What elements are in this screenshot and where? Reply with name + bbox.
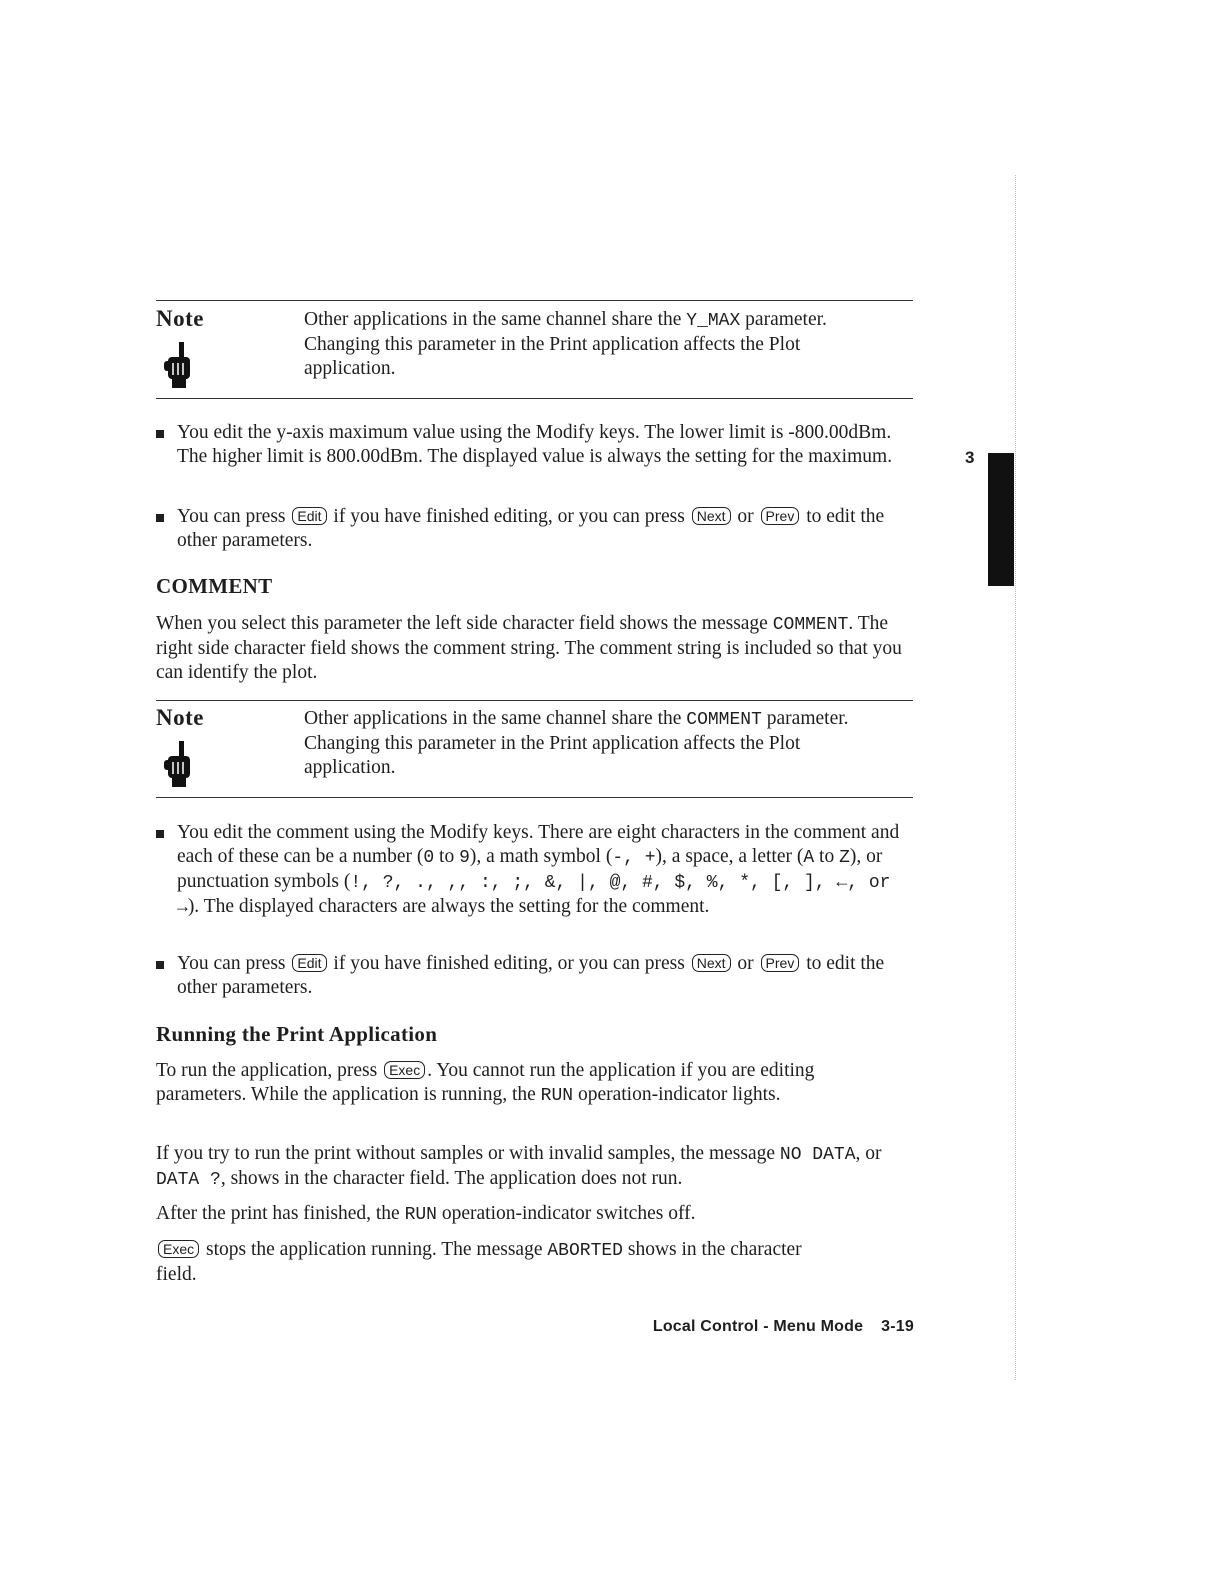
- pointing-hand-icon: [162, 342, 194, 390]
- running-paragraph-3: After the print has finished, the RUN operation-indicator switches off.: [156, 1203, 696, 1225]
- exec-key: Exec: [158, 1240, 199, 1258]
- bullet-square-icon: [156, 830, 164, 838]
- section-heading-comment: COMMENT: [156, 574, 273, 598]
- chapter-tab-marker: [988, 453, 1014, 586]
- next-key: Next: [692, 954, 731, 972]
- bullet-comment-characters: You edit the comment using the Modify keys. There are eight characters in the comment and each of these can be a number (0 to 9), a math symbol (-, +), a space, a letter (A to Z), or punctuation symbols (!, ?, ., ,, :, ;, &, |, @, #, $, %, *, [, ], ←, or →). The displayed characters are always the setting for the comment.: [156, 821, 916, 920]
- footer-section: Local Control - Menu Mode: [652, 1318, 864, 1335]
- bullet-ymax-limits: You edit the y-axis maximum value using the Modify keys. The lower limit is -800.00dBm. The higher limit is 800.00dBm. The displayed value is always the setting for the maximum.: [156, 421, 916, 469]
- note-box-ymax: [156, 304, 913, 398]
- running-paragraph-1: To run the application, press Exec . You cannot run the application if you are editing parameters. While the application is running, the RUN operation-indicator lights.: [156, 1060, 815, 1106]
- note-top-rule: [156, 700, 913, 701]
- prev-key: Prev: [761, 954, 800, 972]
- pointing-hand-icon: [162, 741, 194, 789]
- comment-paragraph: When you select this parameter the left side character field shows the message COMMENT. The right side character field shows the comment string. The comment string is included so that you can identify the plot.: [156, 613, 902, 683]
- edit-key: Edit: [292, 507, 326, 525]
- bullet-square-icon: [156, 961, 164, 969]
- chapter-number: 3: [965, 448, 975, 467]
- bullet-comment-keys: You can press Edit if you have finished editing, or you can press Next or Prev to edit the other parameters.: [156, 952, 916, 1000]
- note-bottom-rule: [156, 797, 913, 798]
- bullet-square-icon: [156, 514, 164, 522]
- page-number: 3-19: [881, 1318, 914, 1335]
- section-heading-running: Running the Print Application: [156, 1022, 438, 1046]
- prev-key: Prev: [761, 507, 800, 525]
- page-edge-line: [1015, 175, 1016, 1380]
- note-text: Other applications in the same channel share the Y_MAX parameter. Changing this parameter in the Print application affects the Plot application.: [304, 309, 827, 379]
- bullet-ymax-keys: You can press Edit if you have finished editing, or you can press Next or Prev to edit the other parameters.: [156, 505, 916, 553]
- note-box-comment: [156, 703, 913, 797]
- parameter-name: Y_MAX: [686, 311, 741, 331]
- note-bottom-rule: [156, 398, 913, 399]
- running-paragraph-2: If you try to run the print without samples or with invalid samples, the message NO DATA, or DATA ?, shows in the character field. The application does not run.: [156, 1143, 882, 1190]
- note-label: Note: [156, 705, 204, 730]
- next-key: Next: [692, 507, 731, 525]
- note-label: Note: [156, 306, 204, 331]
- bullet-square-icon: [156, 430, 164, 438]
- edit-key: Edit: [292, 954, 326, 972]
- running-paragraph-4: Exec stops the application running. The message ABORTED shows in the character field.: [156, 1239, 802, 1285]
- note-top-rule: [156, 300, 913, 301]
- page-footer: [653, 1318, 914, 1336]
- note-text: Other applications in the same channel share the COMMENT parameter. Changing this parameter in the Print application affects the Plot application.: [304, 708, 849, 778]
- exec-key: Exec: [384, 1061, 425, 1079]
- parameter-name: COMMENT: [686, 710, 762, 730]
